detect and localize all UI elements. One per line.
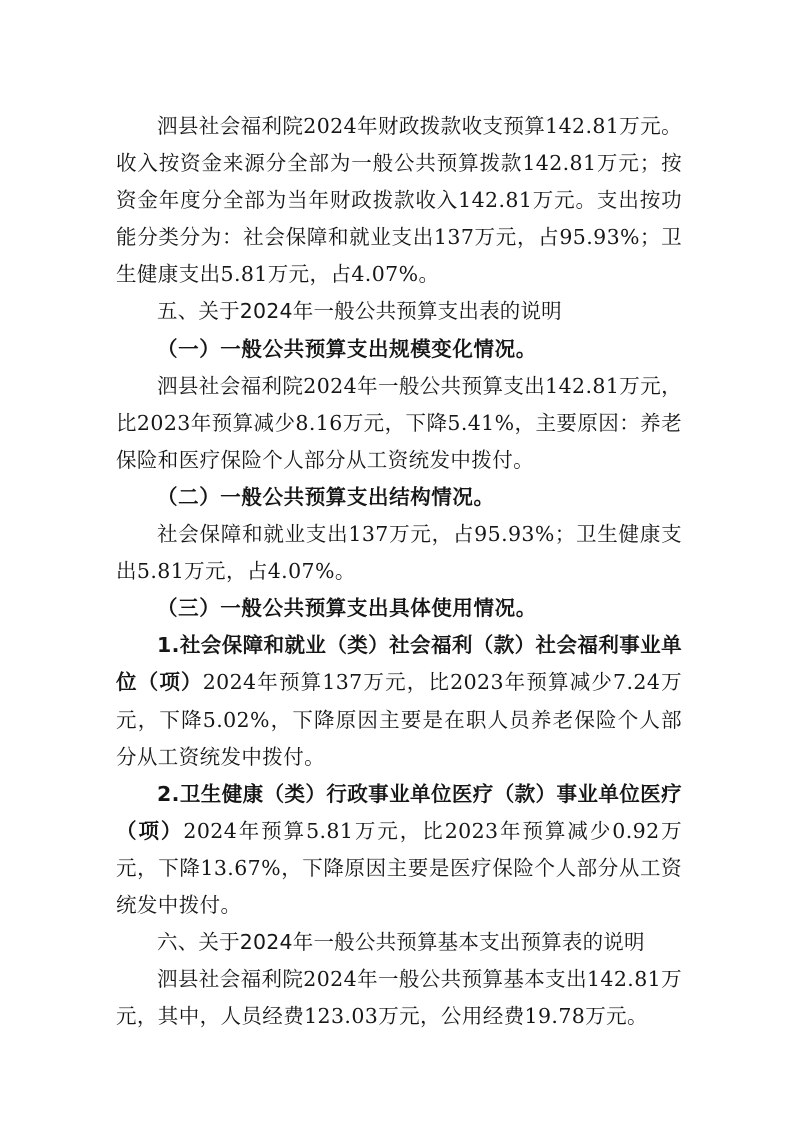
paragraph-item-2 [116,776,682,924]
document-body [116,108,682,1035]
item-1-lead: 1.社会保障和就业（类）社会福利（款）社会福利事业单位（项） [116,633,682,695]
subheading-structure: （二）一般公共预算支出结构情况。 [157,484,495,509]
item-2-text: 2024年预算5.81万元，比2023年预算减少0.92万元，下降13.67%，下降原因主要是医疗保险个人部分从工资统发中拨付。 [116,818,682,917]
paragraph-basic-expenditure: 泗县社会福利院2024年一般公共预算基本支出142.81万元，其中，人员经费123.03万元，公用经费19.78万元。 [116,967,682,1029]
paragraph-structure: 社会保障和就业支出137万元，占95.93%；卫生健康支出5.81万元，占4.07%。 [116,522,682,584]
paragraph-scale-change: 泗县社会福利院2024年一般公共预算支出142.81万元，比2023年预算减少8.16万元，下降5.41%，主要原因：养老保险和医疗保险个人部分从工资统发中拨付。 [116,373,682,472]
item-2-lead: 2.卫生健康（类）行政事业单位医疗（款）事业单位医疗（项） [116,781,682,843]
section-heading-5: 五、关于2024年一般公共预算支出表的说明 [157,299,562,324]
paragraph-item-1 [116,627,682,775]
section-heading-6: 六、关于2024年一般公共预算基本支出预算表的说明 [157,930,645,955]
item-1-text: 2024年预算137万元，比2023年预算减少7.24万元，下降5.02%，下降原因主要是在职人员养老保险个人部分从工资统发中拨付。 [116,670,682,769]
paragraph-budget-overview: 泗县社会福利院2024年财政拨款收支预算142.81万元。收入按资金来源分全部为一般公共预算拨款142.81万元；按资金年度分全部为当年财政拨款收入142.81万元。支出按功能分类分为：社会保障和就业支出137万元，占95.93%；卫生健康支出5.81万元，占4.07%。 [116,114,682,287]
subheading-scale-change: （一）一般公共预算支出规模变化情况。 [157,336,537,361]
subheading-specific-use: （三）一般公共预算支出具体使用情况。 [157,596,537,621]
